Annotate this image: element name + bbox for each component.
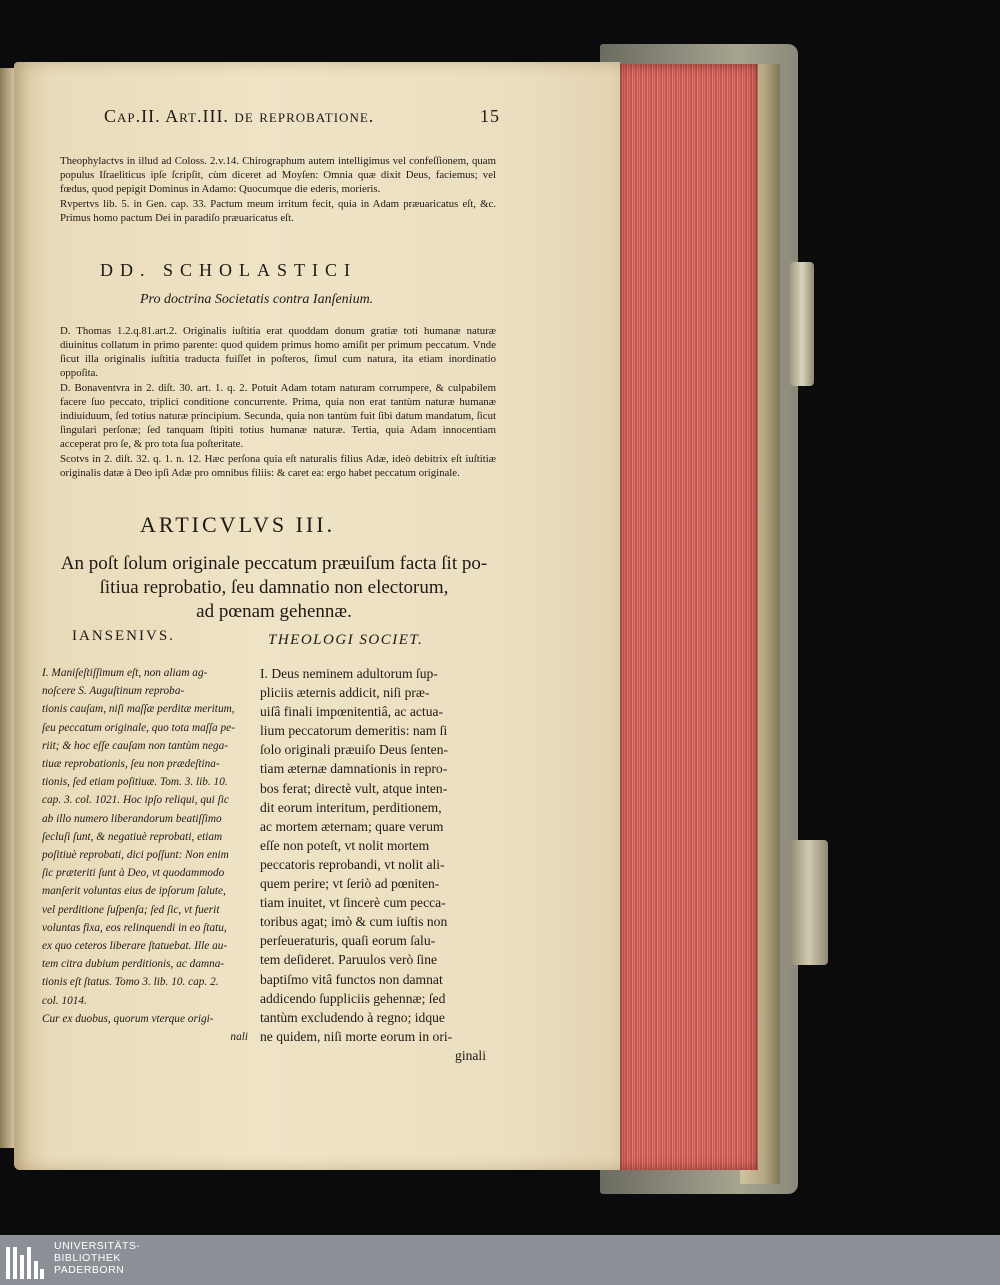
right-line: bos ferat; directè vult, atque inten- bbox=[260, 780, 448, 796]
right-line: uiſâ finali impœnitentiâ, ac actua- bbox=[260, 704, 444, 720]
right-line: addicendo ſuppliciis gehennæ; ſed bbox=[260, 990, 446, 1006]
left-line: col. 1014. bbox=[42, 994, 87, 1007]
left-column bbox=[42, 664, 248, 1046]
left-line: cap. 3. col. 1021. Hoc ipſo reliqui, qui ſic bbox=[42, 794, 229, 807]
left-line: ſeu peccatum originale, quo tota maſſa pe- bbox=[42, 721, 235, 734]
article-question bbox=[46, 552, 502, 624]
lower-clasp bbox=[790, 840, 828, 965]
right-line: perſeueraturis, quaſi eorum ſalu- bbox=[260, 933, 436, 949]
article-title: ARTICVLVS III. bbox=[140, 512, 336, 537]
left-line: Cur ex duobus, quorum vterque origi- bbox=[42, 1012, 214, 1025]
right-column bbox=[260, 664, 486, 1065]
left-line: voluntas fixa, eos relinquendi in eo ſtatu, bbox=[42, 921, 227, 934]
right-line: ne quidem, niſi morte eorum in ori- bbox=[260, 1028, 453, 1044]
column-heading-theologi: THEOLOGI SOCIET. bbox=[268, 632, 424, 648]
left-line: tionis, ſed etiam poſitiuæ. Tom. 3. lib. 10. bbox=[42, 776, 228, 789]
question-line: An poſt ſolum originale peccatum præuiſum facta ſit po- bbox=[60, 553, 488, 574]
column-heading-iansenius: IANSENIVS. bbox=[72, 628, 175, 644]
left-line: tionis eſt ſtatus. Tomo 3. lib. 10. cap. 2. bbox=[42, 976, 219, 989]
right-line: pliciis æternis addicit, niſi præ- bbox=[260, 685, 430, 701]
question-line: ſitiua reprobatio, ſeu damnatio non electorum, bbox=[99, 577, 449, 598]
section-title: DD. SCHOLASTICI bbox=[100, 260, 358, 280]
upper-clasp bbox=[790, 262, 814, 386]
paragraph-rupertus: Rvpertvs lib. 5. in Gen. cap. 33. Pactum meum irritum fecit, quia in Adam præuaricatus eſt, &c. Primus homo pactum Dei in paradiſo præuaricatus eſt. bbox=[60, 198, 496, 224]
right-line: ſolo originali præuiſo Deus ſenten- bbox=[260, 742, 449, 758]
right-line: dit eorum interitum, perditionem, bbox=[260, 799, 442, 815]
right-line: tiam inuitet, vt ſincerè cum pecca- bbox=[260, 895, 446, 911]
library-name-line: UNIVERSITÄTS- bbox=[54, 1240, 141, 1252]
right-line: lium peccatorum demeritis: nam ſi bbox=[260, 723, 448, 739]
left-line: tiuæ reprobationis, ſeu non prædeſtina- bbox=[42, 758, 220, 771]
left-line: riit; & hoc eſſe cauſam non tantùm nega- bbox=[42, 739, 229, 752]
right-line: tantùm excludendo à regno; idque bbox=[260, 1009, 445, 1025]
left-line: tionis cauſam, niſi maſſæ perditæ meritum, bbox=[42, 703, 235, 716]
paragraph-theophylactus: Theophylactvs in illud ad Coloss. 2.v.14. Chirographum autem intelligimus vel confeſſionem, quam populus Iſraeliticus ipſe ſcripſit, cùm diceret ad Moyſen: Omnia quæ dixit Deus, faciemus; vel fœdus, quod pepigit Dominus in Adamo: Quocumque die ederis, morieris. bbox=[60, 155, 496, 195]
left-line: tem citra dubium perditionis, ac damna- bbox=[42, 958, 225, 971]
paragraph-bonaventura: D. Bonaventvra in 2. diſt. 30. art. 1. q. 2. Potuit Adam totam naturam corrumpere, & culpabilem facere ſuo peccato, triplici conditione concurrente. Prima, quia non erat tantùm naturæ humanæ indiuiduum, ſed totius naturæ principium. Secunda, quia non tantùm fuit ſibi datum mandatum, ſicut ſingulari perſonæ; ſed tanquam ſtipiti totius humanæ naturæ. Tertia, quia Adam innocentiam acceperat pro ſe, & pro tota ſua poſteritate. bbox=[60, 382, 496, 450]
right-line: eſſe non poteſt, vt nolit mortem bbox=[260, 837, 430, 853]
paragraph-scotus: Scotvs in 2. diſt. 32. q. 1. n. 12. Hæc perſona quia eſt naturalis filius Adæ, ideò debitrix eſt iuſtitiæ originalis datæ à Deo ipſi Adæ pro omnibus filiis: & caret ea: ergo habet peccatum originale. bbox=[60, 453, 496, 479]
left-line: manſerit voluntas eius de ipſorum ſalute, bbox=[42, 885, 226, 898]
question-line: ad pœnam gehennæ. bbox=[196, 601, 352, 622]
header-title: Cap.II. Art.III. de reprobatione. bbox=[104, 106, 375, 126]
paragraph-thomas: D. Thomas 1.2.q.81.art.2. Originalis iuſtitia erat quoddam donum gratiæ toti humanæ naturæ diuinitus collatum in primo parente: quod quidem primus homo amiſit per primum peccatum. Vnde ſicut illa originalis iuſtitia traducta fuiſſet in poſteros, ſimul cum natura, ita etiam inordinatio oppoſita. bbox=[60, 325, 496, 379]
right-line: toribus agat; imò & cum iuſtis non bbox=[260, 914, 448, 930]
left-line: poſitiuè reprobati, dici poſſunt: Non enim bbox=[42, 849, 229, 862]
library-name-line: PADERBORN bbox=[54, 1264, 125, 1276]
library-footer bbox=[0, 1235, 1000, 1285]
left-line: vel perditione ſuſpenſa; ſed ſic, vt fuerit bbox=[42, 903, 220, 916]
left-line: ex quo ceteros liberare ſtatuebat. Ille au- bbox=[42, 940, 228, 953]
ub-paderborn-logo-icon[interactable] bbox=[4, 1241, 44, 1279]
scholastici-paragraphs bbox=[60, 324, 496, 481]
left-line: ab illo numero liberandorum beatiſſimo bbox=[42, 812, 222, 825]
section-subtitle: Pro doctrina Societatis contra Ianſenium. bbox=[140, 292, 374, 307]
left-line: ſecluſi ſunt, & negatiuè reprobati, etiam bbox=[42, 830, 223, 843]
right-line: baptiſmo vitâ functos non damnat bbox=[260, 971, 443, 987]
library-name[interactable] bbox=[54, 1240, 140, 1276]
right-line: peccatoris reprobandi, vt nolit ali- bbox=[260, 856, 445, 872]
left-line: ſic præteriti ſunt à Deo, vt quodammodo bbox=[42, 867, 225, 880]
left-line: I. Maniſeſtiſſimum eſt, non aliam ag- bbox=[42, 667, 208, 679]
red-page-edges bbox=[618, 64, 758, 1170]
right-line: ac mortem æternam; quare verum bbox=[260, 818, 444, 834]
right-catchword: ginali bbox=[455, 1047, 486, 1063]
left-catchword: nali bbox=[230, 1031, 248, 1044]
left-line: noſcere S. Auguſtinum reproba- bbox=[42, 685, 185, 698]
right-line: tem deſideret. Paruulos verò ſine bbox=[260, 952, 438, 968]
right-line: tiam æternæ damnationis in repro- bbox=[260, 761, 448, 777]
page-number: 15 bbox=[480, 106, 500, 126]
right-line: I. Deus neminem adultorum ſup- bbox=[260, 666, 438, 681]
running-header bbox=[104, 106, 500, 134]
right-line: quem perire; vt ſeriò ad pœniten- bbox=[260, 876, 440, 892]
library-name-line: BIBLIOTHEK bbox=[54, 1252, 121, 1264]
top-paragraphs bbox=[60, 154, 496, 226]
